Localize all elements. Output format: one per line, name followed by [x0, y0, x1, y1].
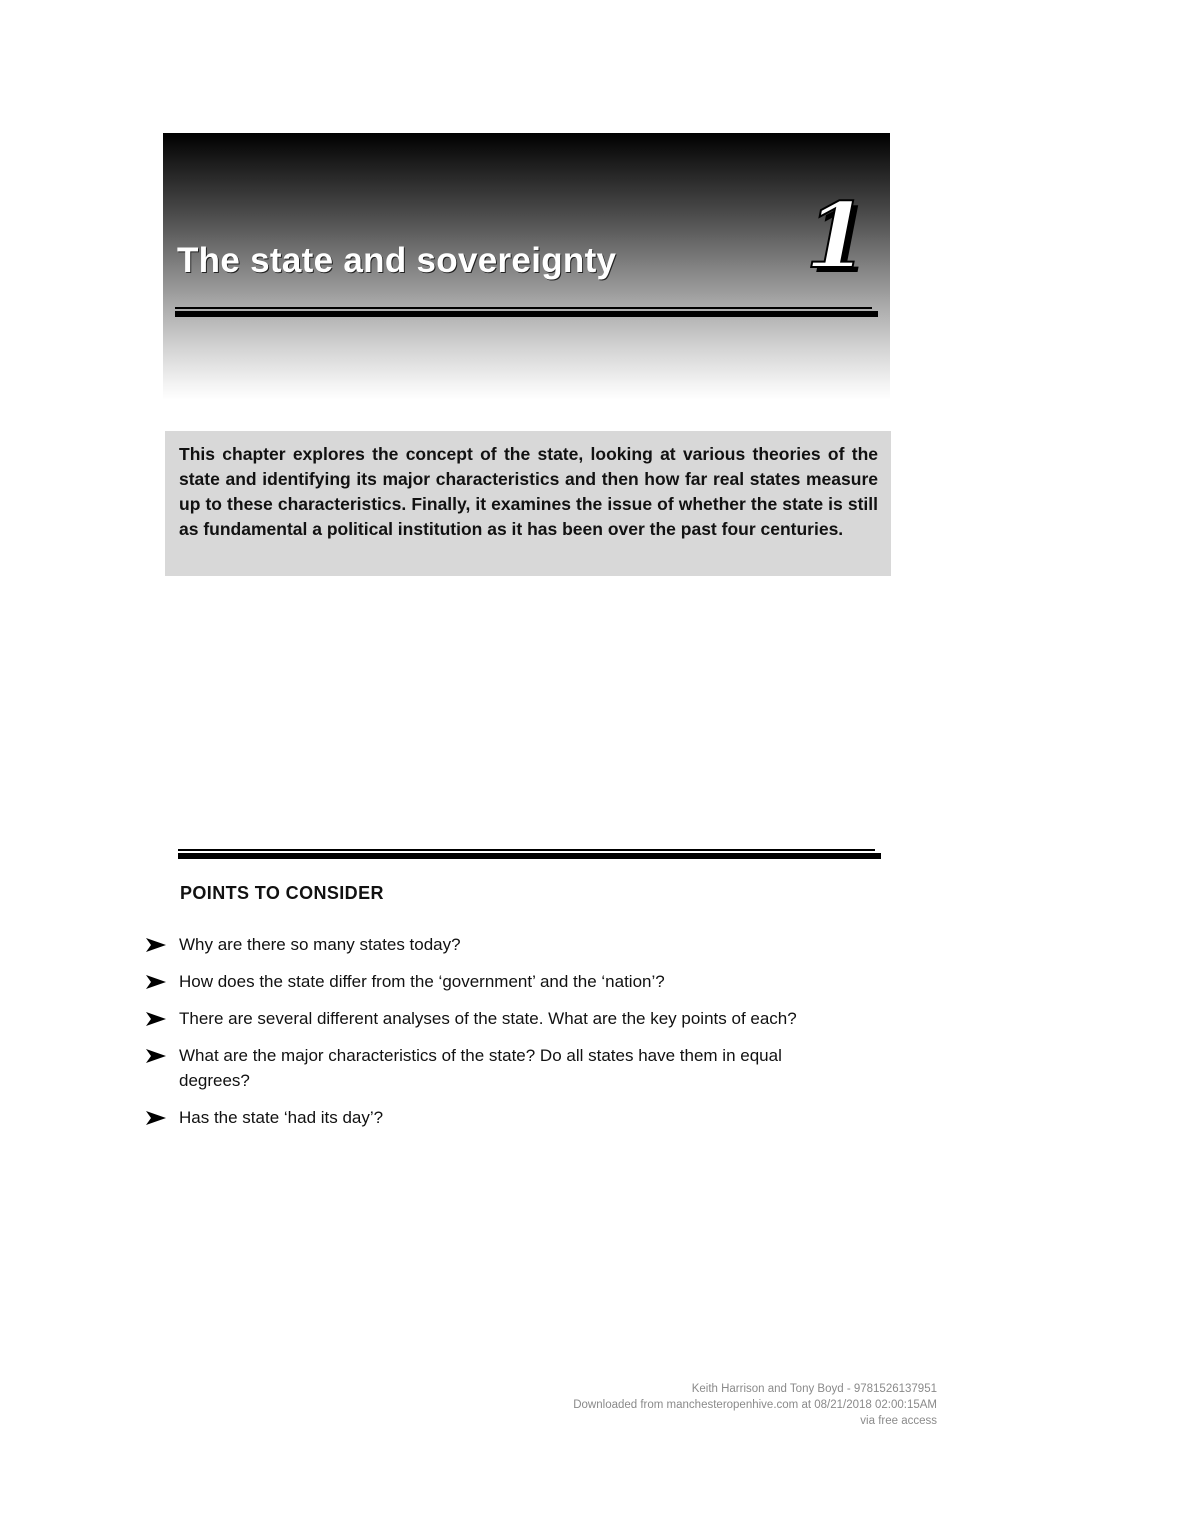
point-text: There are several different analyses of the state. What are the key points of each? — [179, 1009, 797, 1028]
rule-thick-line — [175, 311, 878, 317]
points-to-consider-list — [146, 932, 846, 1142]
arrowhead-bullet-icon — [146, 975, 166, 989]
rule-thin-line — [175, 307, 872, 309]
chapter-header-rule — [175, 307, 878, 318]
rule-thin-line — [178, 849, 875, 851]
download-footer — [573, 1381, 937, 1429]
footer-authors-isbn: Keith Harrison and Tony Boyd - 9781526137951 — [691, 1383, 937, 1395]
point-text: What are the major characteristics of the state? Do all states have them in equal degrees? — [179, 1046, 782, 1090]
footer-download-info: Downloaded from manchesteropenhive.com at 08/21/2018 02:00:15AM — [573, 1399, 937, 1411]
chapter-header-banner — [163, 133, 890, 400]
list-item — [146, 1043, 846, 1093]
list-item — [146, 932, 846, 957]
list-item — [146, 969, 846, 994]
chapter-summary-box — [165, 431, 891, 576]
points-to-consider-heading: POINTS TO CONSIDER — [180, 883, 384, 903]
point-text: How does the state differ from the ‘government’ and the ‘nation’? — [179, 972, 665, 991]
arrowhead-bullet-icon — [146, 1111, 166, 1125]
arrowhead-bullet-icon — [146, 938, 166, 952]
rule-thick-line — [178, 853, 881, 859]
chapter-title: The state and sovereignty — [177, 241, 617, 280]
footer-access-note: via free access — [860, 1415, 937, 1427]
list-item — [146, 1105, 846, 1130]
point-text: Why are there so many states today? — [179, 935, 461, 954]
chapter-summary-text: This chapter explores the concept of the state, looking at various theories of the state and identifying its major characteristics and then how far real states measure up to these characteristics. Finally, it examines the issue of whether the state is still as fundamental a political institution as it has been over the past four centuries. — [179, 444, 878, 539]
point-text: Has the state ‘had its day’? — [179, 1108, 384, 1127]
chapter-number: 1 — [805, 183, 868, 289]
arrowhead-bullet-icon — [146, 1049, 166, 1063]
points-section-rule — [178, 849, 881, 860]
arrowhead-bullet-icon — [146, 1012, 166, 1026]
list-item — [146, 1006, 846, 1031]
